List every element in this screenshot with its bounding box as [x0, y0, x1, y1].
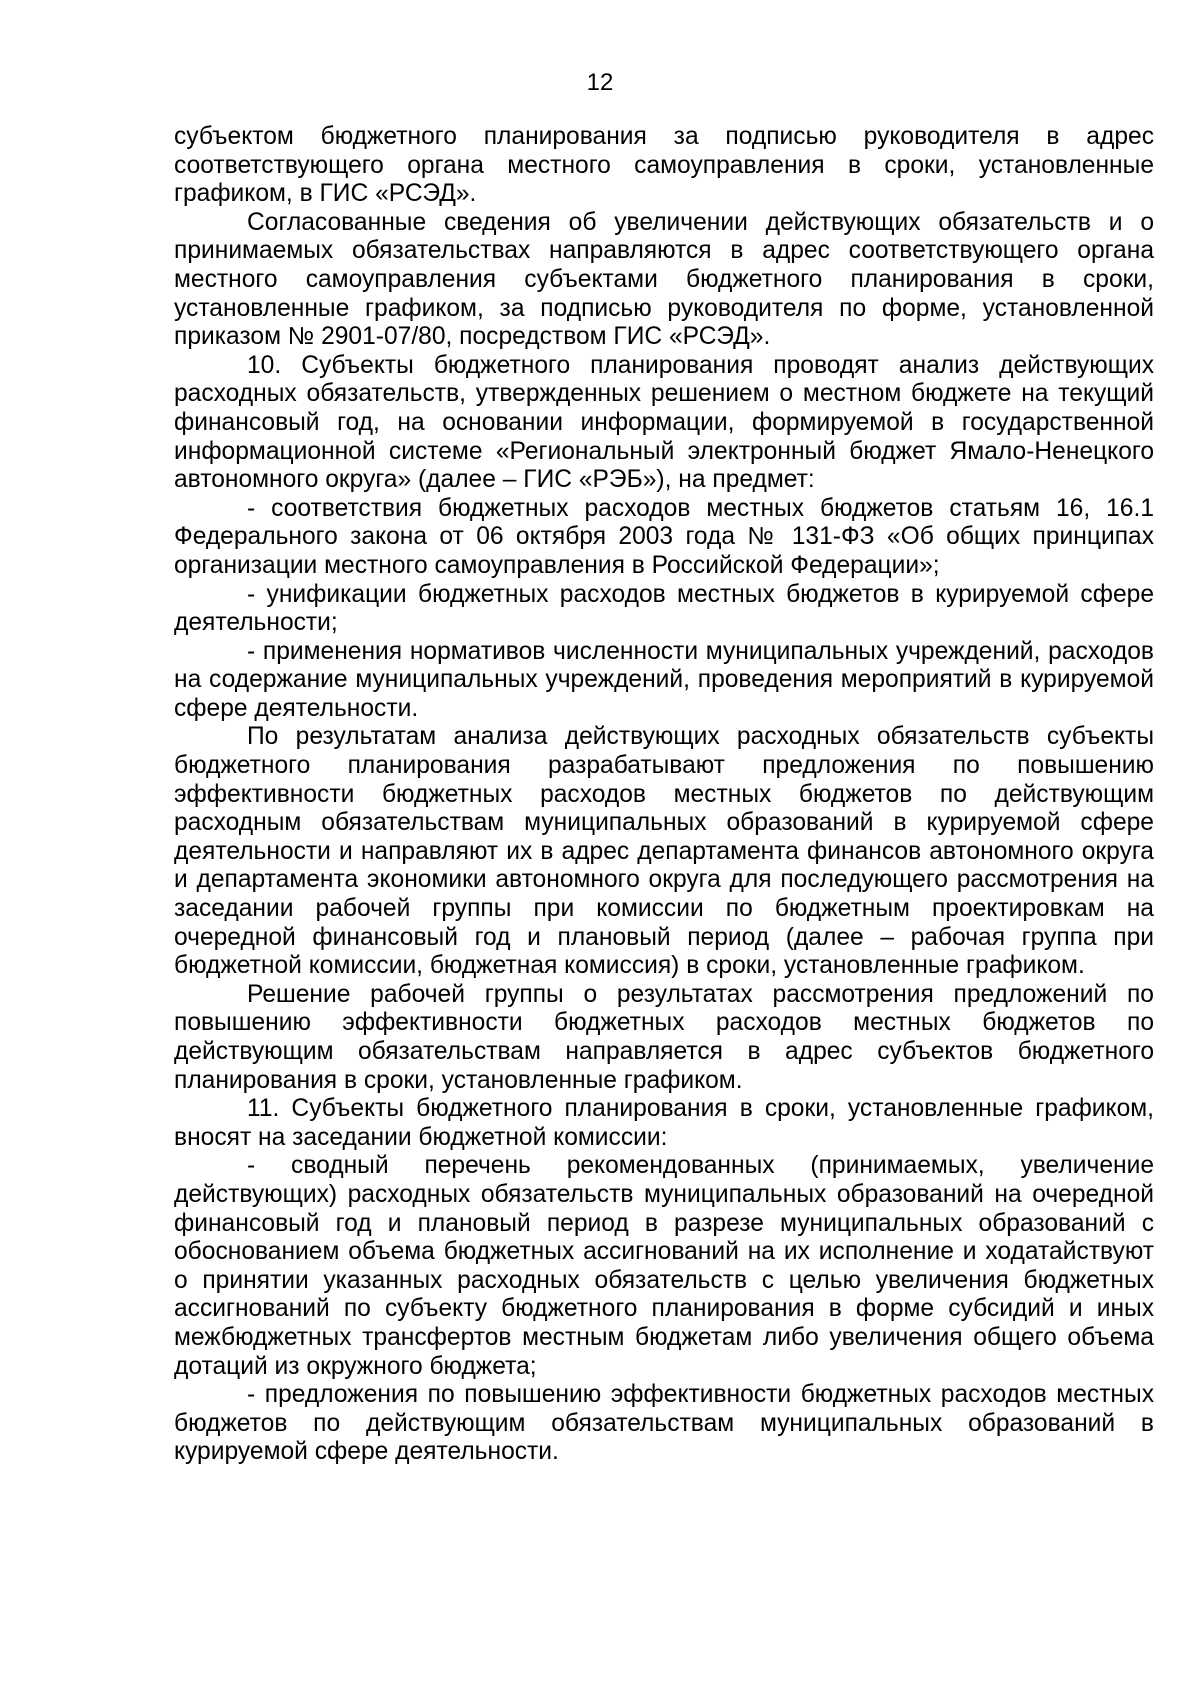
list-item-efficiency-proposals: - предложения по повышению эффективности бюджетных расходов местных бюджетов по действующим обязательствам муниципальных образований в курируемой сфере деятельности.: [174, 1381, 1154, 1466]
page-number: 12: [586, 69, 614, 96]
list-item-unification: - унификации бюджетных расходов местных бюджетов в курируемой сфере деятельности;: [174, 580, 1154, 637]
document-body: [174, 123, 1154, 1467]
paragraph-working-group-decision: Решение рабочей группы о результатах рассмотрения предложений по повышению эффективности бюджетных расходов местных бюджетов по действующим обязательствам направляется в адрес субъектов бюджетного планирования в сроки, установленные графиком.: [174, 980, 1154, 1094]
paragraph-agreed-information: Согласованные сведения об увеличении действующих обязательств и о принимаемых обязательствах направляются в адрес соответствующего органа местного самоуправления субъектами бюджетного планирования в сроки, установленные графиком, за подписью руководителя по форме, установленной приказом № 2901-07/80, посредством ГИС «РСЭД».: [174, 208, 1154, 351]
paragraph-analysis-results: По результатам анализа действующих расходных обязательств субъекты бюджетного планирования разрабатывают предложения по повышению эффективности бюджетных расходов местных бюджетов по действующим расходным обязательствам муниципальных образований в курируемой сфере деятельности и направляют их в адрес департамента финансов автономного округа и департамента экономики автономного округа для последующего рассмотрения на заседании рабочей группы при комиссии по бюджетным проектировкам на очередной финансовый год и плановый период (далее – рабочая группа при бюджетной комиссии, бюджетная комиссия) в сроки, установленные графиком.: [174, 723, 1154, 980]
paragraph-continuation: субъектом бюджетного планирования за подписью руководителя в адрес соответствующего органа местного самоуправления в сроки, установленные графиком, в ГИС «РСЭД».: [174, 123, 1154, 208]
paragraph-item-10: 10. Субъекты бюджетного планирования проводят анализ действующих расходных обязательств, утвержденных решением о местном бюджете на текущий финансовый год, на основании информации, формируемой в государственной информационной системе «Региональный электронный бюджет Ямало-Ненецкого автономного округа» (далее – ГИС «РЭБ»), на предмет:: [174, 351, 1154, 494]
list-item-compliance: - соответствия бюджетных расходов местных бюджетов статьям 16, 16.1 Федерального закона от 06 октября 2003 года № 131-ФЗ «Об общих принципах организации местного самоуправления в Российской Федерации»;: [174, 494, 1154, 579]
list-item-consolidated-list: - сводный перечень рекомендованных (принимаемых, увеличение действующих) расходных обязательств муниципальных образований на очередной финансовый год и плановый период в разрезе муниципальных образований с обоснованием объема бюджетных ассигнований на их исполнение и ходатайствуют о принятии указанных расходных обязательств с целью увеличения бюджетных ассигнований по субъекту бюджетного планирования в форме субсидий и иных межбюджетных трансфертов местным бюджетам либо увеличения общего объема дотаций из окружного бюджета;: [174, 1152, 1154, 1380]
list-item-standards: - применения нормативов численности муниципальных учреждений, расходов на содержание муниципальных учреждений, проведения мероприятий в курируемой сфере деятельности.: [174, 637, 1154, 722]
paragraph-item-11: 11. Субъекты бюджетного планирования в сроки, установленные графиком, вносят на заседании бюджетной комиссии:: [174, 1095, 1154, 1151]
